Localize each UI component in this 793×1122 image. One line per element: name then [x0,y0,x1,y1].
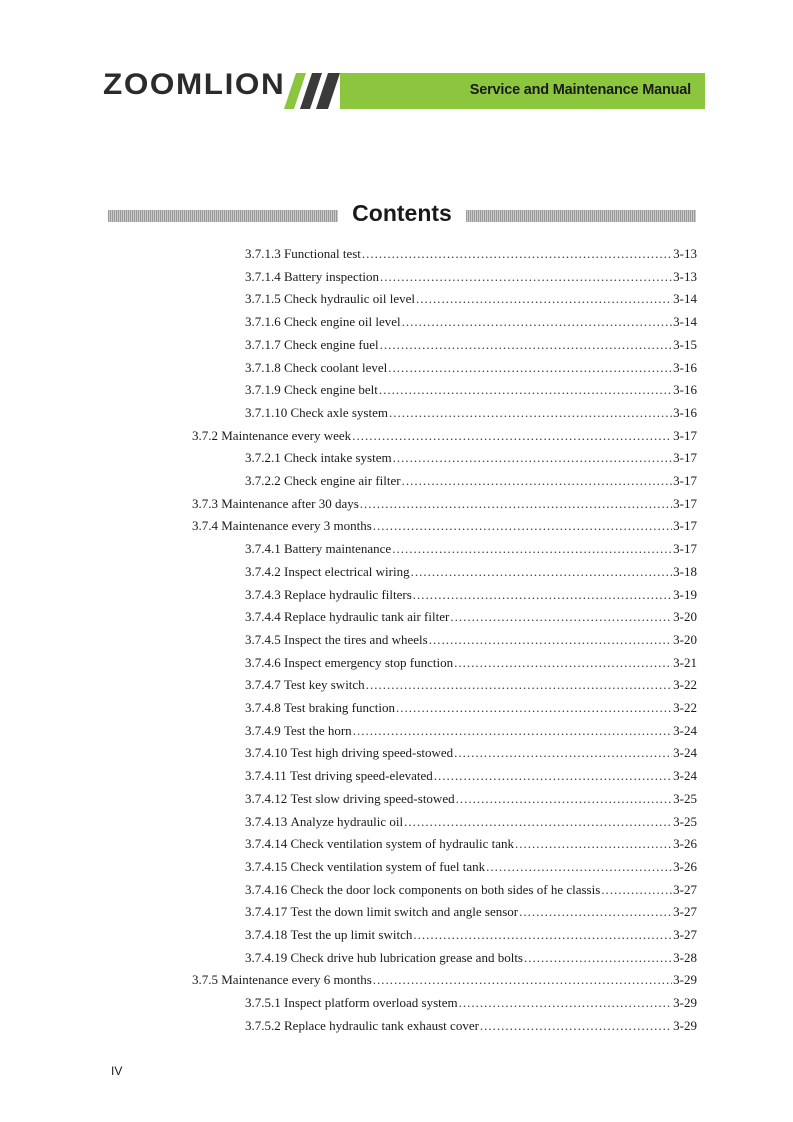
toc-leader-dots [402,312,673,332]
toc-entry[interactable] [245,698,697,718]
manual-title-banner [340,73,705,109]
toc-entry-number: 3.7.4.18 [245,927,288,942]
toc-entry[interactable] [245,448,697,468]
toc-entry[interactable] [245,358,697,378]
toc-entry[interactable] [245,267,697,287]
toc-leader-dots [450,607,672,627]
toc-leader-dots [388,358,672,378]
toc-entry[interactable] [245,993,697,1013]
toc-entry-number: 3.7.4.5 [245,631,281,647]
toc-leader-dots [402,471,673,491]
toc-entry-number: 3.7.4.13 [245,813,288,829]
toc-leader-dots [416,289,672,309]
toc-entry-title: Test braking function [284,700,396,715]
toc-entry-title: Replace hydraulic filters [284,586,412,602]
toc-entry-page: 3-22 [673,677,697,693]
toc-entry-number: 3.7.1.3 [245,246,281,261]
toc-entry-title: Test driving speed-elevated [290,768,433,784]
toc-leader-dots [454,743,672,763]
toc-leader-dots [601,880,672,900]
toc-leader-dots [352,426,672,446]
toc-entry-title: Check the door lock components on both sides of he classis [290,881,601,897]
toc-entry[interactable] [245,812,697,832]
toc-entry-page: 3-22 [673,700,697,715]
toc-entry-number: 3.7.2 [192,427,218,443]
toc-leader-dots [459,993,673,1013]
toc-entry-number: 3.7.1.4 [245,268,281,284]
toc-entry[interactable] [192,426,697,446]
toc-leader-dots [519,902,672,922]
toc-entry[interactable] [245,721,697,741]
toc-entry-number: 3.7.2.2 [245,473,281,488]
toc-entry-number: 3.7.1.7 [245,336,281,352]
toc-entry[interactable] [245,539,697,559]
toc-entry-page: 3-29 [673,1017,697,1033]
toc-entry-page: 3-16 [673,382,697,398]
toc-entry[interactable] [192,494,697,514]
toc-entry-page: 3-20 [673,609,697,625]
toc-entry-title: Replace hydraulic tank air filter [284,609,450,625]
toc-leader-dots [379,380,672,400]
toc-entry-number: 3.7.1.9 [245,382,281,398]
toc-entry[interactable] [245,562,697,582]
page-number: IV [111,1064,123,1078]
toc-entry-page: 3-13 [673,268,697,284]
page-header [0,0,793,130]
toc-entry-page: 3-17 [673,473,697,488]
toc-leader-dots [515,834,672,854]
toc-leader-dots [434,766,672,786]
manual-title: Service and Maintenance Manual [469,82,691,98]
toc-entry-title: Check axle system [290,404,388,420]
toc-entry-number: 3.7.5.2 [245,1017,281,1033]
toc-entry-page: 3-17 [673,541,697,557]
toc-entry[interactable] [245,925,697,945]
toc-leader-dots [373,516,672,536]
toc-entry[interactable] [245,335,697,355]
toc-entry[interactable] [245,948,697,968]
toc-leader-dots [429,630,672,650]
toc-entry-title: Check engine oil level [284,314,401,330]
toc-entry-title: Check coolant level [284,359,388,375]
toc-entry[interactable] [245,607,697,627]
toc-entry-page: 3-17 [673,427,697,443]
toc-entry[interactable] [192,970,697,990]
toc-entry-page: 3-15 [673,336,697,352]
toc-entry[interactable] [245,902,697,922]
toc-entry-page: 3-24 [673,722,697,738]
toc-entry-number: 3.7.4.9 [245,722,281,738]
toc-entry-page: 3-25 [673,813,697,829]
toc-entry[interactable] [245,880,697,900]
toc-leader-dots [353,721,672,741]
toc-entry[interactable] [245,403,697,423]
toc-entry-number: 3.7.4.15 [245,858,288,874]
toc-leader-dots [524,948,672,968]
toc-leader-dots [389,403,672,423]
toc-entry-number: 3.7.4.1 [245,541,281,557]
toc-leader-dots [362,244,672,264]
toc-entry[interactable] [245,789,697,809]
toc-entry-page: 3-24 [673,745,697,761]
toc-entry-page: 3-16 [673,359,697,375]
toc-leader-dots [454,653,672,673]
toc-entry-title: Check intake system [284,450,392,466]
toc-entry-page: 3-21 [673,654,697,670]
toc-entry[interactable] [192,516,697,536]
toc-entry-number: 3.7.4.12 [245,790,288,806]
toc-entry-page: 3-16 [673,404,697,420]
toc-leader-dots [366,675,672,695]
toc-leader-dots [380,267,672,287]
toc-entry-title: Maintenance every 3 months [221,518,372,534]
toc-entry[interactable] [245,471,697,491]
toc-entry-title: Maintenance every week [221,427,352,443]
toc-entry-page: 3-28 [673,949,697,965]
toc-leader-dots [396,698,672,718]
toc-entry-number: 3.7.4.19 [245,949,288,965]
toc-entry-title: Test slow driving speed-stowed [290,790,455,806]
toc-leader-dots [360,494,672,514]
toc-entry-page: 3-29 [673,995,697,1011]
toc-entry[interactable] [245,244,697,264]
toc-leader-dots [480,1016,672,1036]
toc-entry[interactable] [245,312,697,332]
toc-entry-number: 3.7.3 [192,495,218,511]
toc-entry-page: 3-29 [673,972,697,988]
toc-entry-number: 3.7.4.7 [245,677,281,693]
toc-entry[interactable] [245,743,697,763]
toc-entry-number: 3.7.4.3 [245,586,281,602]
toc-entry-page: 3-18 [673,563,697,579]
toc-leader-dots [486,857,672,877]
toc-entry-title: Check hydraulic oil level [284,291,416,307]
toc-leader-dots [413,925,672,945]
toc-entry-title: Analyze hydraulic oil [290,813,404,829]
toc-entry[interactable] [245,380,697,400]
toc-entry-title: Check engine belt [284,382,378,398]
toc-entry-title: Inspect platform overload system [284,995,458,1011]
toc-entry-number: 3.7.4.14 [245,836,288,852]
toc-entry-page: 3-27 [673,904,697,920]
toc-entry-number: 3.7.5 [192,972,218,988]
toc-entry-title: Check engine fuel [284,336,379,352]
toc-entry-number: 3.7.1.5 [245,291,281,307]
toc-entry-title: Test key switch [284,677,365,693]
toc-entry-title: Inspect electrical wiring [284,563,410,579]
toc-entry-number: 3.7.1.10 [245,404,288,420]
toc-entry-number: 3.7.4.8 [245,700,281,715]
toc-entry-page: 3-26 [673,836,697,852]
toc-entry-page: 3-14 [673,314,697,330]
toc-entry-number: 3.7.4.4 [245,609,281,625]
toc-entry-number: 3.7.4.2 [245,563,281,579]
toc-entry-title: Functional test [284,246,361,261]
toc-entry-title: Replace hydraulic tank exhaust cover [284,1017,479,1033]
toc-entry-page: 3-13 [673,246,697,261]
toc-entry-page: 3-27 [673,881,697,897]
toc-entry-number: 3.7.4.17 [245,904,288,920]
toc-entry-page: 3-19 [673,586,697,602]
toc-entry-page: 3-27 [673,927,697,942]
toc-entry-title: Test the horn [284,722,352,738]
toc-entry[interactable] [245,653,697,673]
toc-entry[interactable] [245,630,697,650]
toc-entry-title: Check drive hub lubrication grease and bolts [290,949,523,965]
toc-entry-number: 3.7.4.16 [245,881,288,897]
toc-entry-title: Battery inspection [284,268,379,284]
toc-entry-page: 3-24 [673,768,697,784]
toc-leader-dots [413,585,672,605]
toc-entry-title: Check ventilation system of hydraulic tank [290,836,514,852]
toc-entry-title: Check ventilation system of fuel tank [290,858,486,874]
toc-leader-dots [411,562,673,582]
toc-entry-page: 3-20 [673,631,697,647]
toc-entry-title: Maintenance every 6 months [221,972,372,988]
toc-entry-number: 3.7.2.1 [245,450,281,466]
toc-entry-page: 3-17 [673,495,697,511]
toc-entry-number: 3.7.1.6 [245,314,281,330]
toc-entry-number: 3.7.4.10 [245,745,288,761]
toc-leader-dots [380,335,673,355]
toc-leader-dots [456,789,673,809]
toc-entry-page: 3-17 [673,450,697,466]
toc-entry-number: 3.7.1.8 [245,359,281,375]
toc-entry[interactable] [245,675,697,695]
contents-heading [108,200,696,231]
toc-leader-dots [393,448,673,468]
toc-entry-number: 3.7.5.1 [245,995,281,1011]
toc-leader-dots [404,812,672,832]
toc-entry-title: Check engine air filter [284,473,401,488]
toc-entry-number: 3.7.4.6 [245,654,281,670]
toc-entry-title: Test the down limit switch and angle sensor [290,904,519,920]
contents-title: Contents [352,200,452,226]
toc-entry-title: Maintenance after 30 days [221,495,359,511]
toc-entry[interactable] [245,585,697,605]
toc-leader-dots [392,539,672,559]
toc-entry[interactable] [245,857,697,877]
toc-entry-title: Test the up limit switch [290,927,413,942]
toc-entry-page: 3-26 [673,858,697,874]
toc-entry[interactable] [245,766,697,786]
toc-entry[interactable] [245,289,697,309]
toc-entry-page: 3-14 [673,291,697,307]
toc-entry-title: Inspect the tires and wheels [284,631,428,647]
toc-entry-number: 3.7.4 [192,518,218,534]
toc-entry-number: 3.7.4.11 [245,768,287,784]
toc-entry-page: 3-25 [673,790,697,806]
zoomlion-logo: ZOOMLION [103,68,286,101]
logo-slashes-icon [284,73,344,109]
toc-entry-title: Inspect emergency stop function [284,654,454,670]
toc-entry-title: Battery maintenance [284,541,392,557]
toc-entry[interactable] [245,834,697,854]
toc-entry[interactable] [245,1016,697,1036]
toc-leader-dots [373,970,672,990]
toc-entry-title: Test high driving speed-stowed [290,745,454,761]
toc-entry-page: 3-17 [673,518,697,534]
